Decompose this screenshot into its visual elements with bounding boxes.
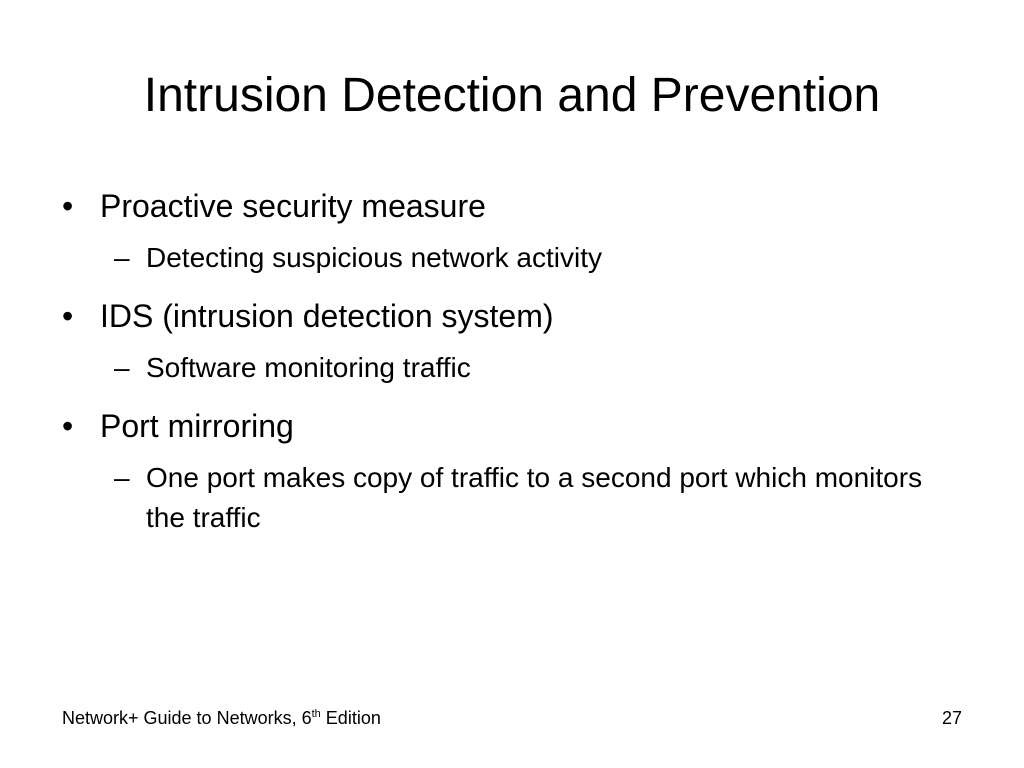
bullet-text: Port mirroring — [100, 408, 294, 444]
sub-bullet-text: One port makes copy of traffic to a second port which monitors the traffic — [146, 462, 923, 533]
footer-book-title-superscript: th — [311, 708, 321, 720]
sub-bullet-text: Software monitoring traffic — [146, 352, 471, 383]
sub-bullet-text: Detecting suspicious network activity — [146, 242, 602, 273]
sub-bullet-item — [100, 348, 962, 388]
bullet-item-port-mirroring — [62, 402, 962, 538]
bullet-item-ids — [62, 292, 962, 388]
bullet-marker: • — [62, 408, 74, 444]
footer-book-title-suffix: Edition — [320, 708, 381, 728]
footer-book-title — [62, 706, 381, 730]
bullet-item-proactive-security — [62, 182, 962, 278]
sub-bullet-marker: – — [114, 462, 130, 493]
bullet-list — [62, 182, 962, 538]
bullet-text: Proactive security measure — [100, 188, 486, 224]
sub-bullet-list — [100, 238, 962, 278]
bullet-text: IDS (intrusion detection system) — [100, 298, 554, 334]
sub-bullet-list — [100, 348, 962, 388]
bullet-marker: • — [62, 188, 74, 224]
sub-bullet-marker: – — [114, 352, 130, 383]
slide-title: Intrusion Detection and Prevention — [143, 69, 881, 122]
sub-bullet-item — [100, 458, 962, 538]
footer-book-title-prefix: Network+ Guide to Networks, 6 — [62, 708, 312, 728]
page-number: 27 — [941, 708, 962, 728]
sub-bullet-list — [100, 458, 962, 538]
bullet-marker: • — [62, 298, 74, 334]
sub-bullet-marker: – — [114, 242, 130, 273]
sub-bullet-item — [100, 238, 962, 278]
